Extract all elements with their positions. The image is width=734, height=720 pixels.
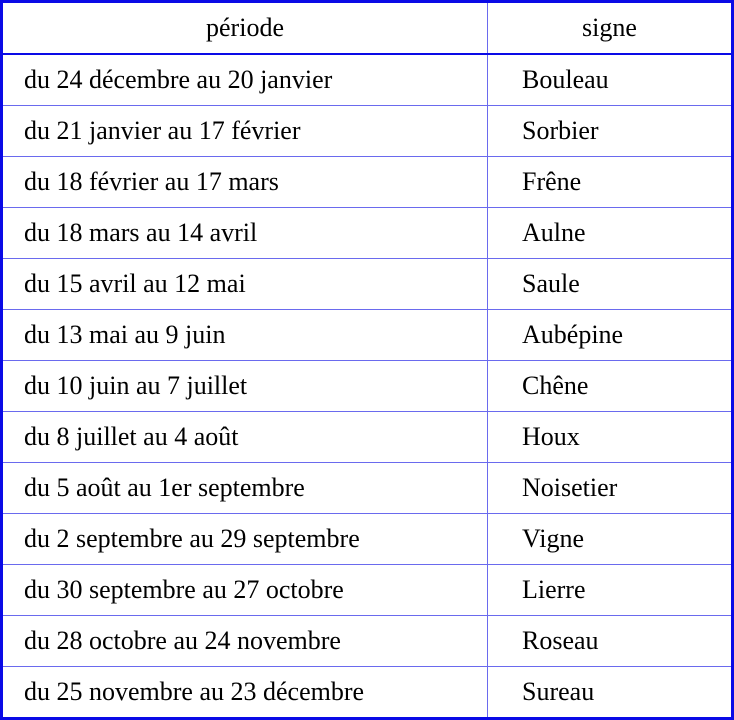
table-row xyxy=(2,667,733,719)
sign-cell: Frêne xyxy=(488,157,733,208)
period-cell: du 13 mai au 9 juin xyxy=(2,310,488,361)
table-row xyxy=(2,412,733,463)
sign-cell: Vigne xyxy=(488,514,733,565)
period-cell: du 2 septembre au 29 septembre xyxy=(2,514,488,565)
sign-cell: Saule xyxy=(488,259,733,310)
sign-cell: Roseau xyxy=(488,616,733,667)
sign-cell: Sorbier xyxy=(488,106,733,157)
period-cell: du 18 mars au 14 avril xyxy=(2,208,488,259)
period-cell: du 8 juillet au 4 août xyxy=(2,412,488,463)
period-cell: du 30 septembre au 27 octobre xyxy=(2,565,488,616)
sign-cell: Lierre xyxy=(488,565,733,616)
header-signe: signe xyxy=(488,2,733,55)
sign-cell: Sureau xyxy=(488,667,733,719)
sign-cell: Aulne xyxy=(488,208,733,259)
table-row xyxy=(2,54,733,106)
table-row xyxy=(2,616,733,667)
header-periode: période xyxy=(2,2,488,55)
table-row xyxy=(2,361,733,412)
period-cell: du 25 novembre au 23 décembre xyxy=(2,667,488,719)
period-cell: du 5 août au 1er septembre xyxy=(2,463,488,514)
sign-cell: Chêne xyxy=(488,361,733,412)
period-cell: du 15 avril au 12 mai xyxy=(2,259,488,310)
sign-cell: Aubépine xyxy=(488,310,733,361)
sign-cell: Houx xyxy=(488,412,733,463)
period-cell: du 21 janvier au 17 février xyxy=(2,106,488,157)
table-row xyxy=(2,310,733,361)
table-row xyxy=(2,565,733,616)
period-cell: du 18 février au 17 mars xyxy=(2,157,488,208)
header-row xyxy=(2,2,733,55)
table-row xyxy=(2,208,733,259)
table-row xyxy=(2,259,733,310)
table-row xyxy=(2,463,733,514)
table-row xyxy=(2,157,733,208)
period-cell: du 10 juin au 7 juillet xyxy=(2,361,488,412)
table-row xyxy=(2,106,733,157)
period-cell: du 28 octobre au 24 novembre xyxy=(2,616,488,667)
sign-cell: Noisetier xyxy=(488,463,733,514)
table-row xyxy=(2,514,733,565)
sign-cell: Bouleau xyxy=(488,54,733,106)
period-cell: du 24 décembre au 20 janvier xyxy=(2,54,488,106)
